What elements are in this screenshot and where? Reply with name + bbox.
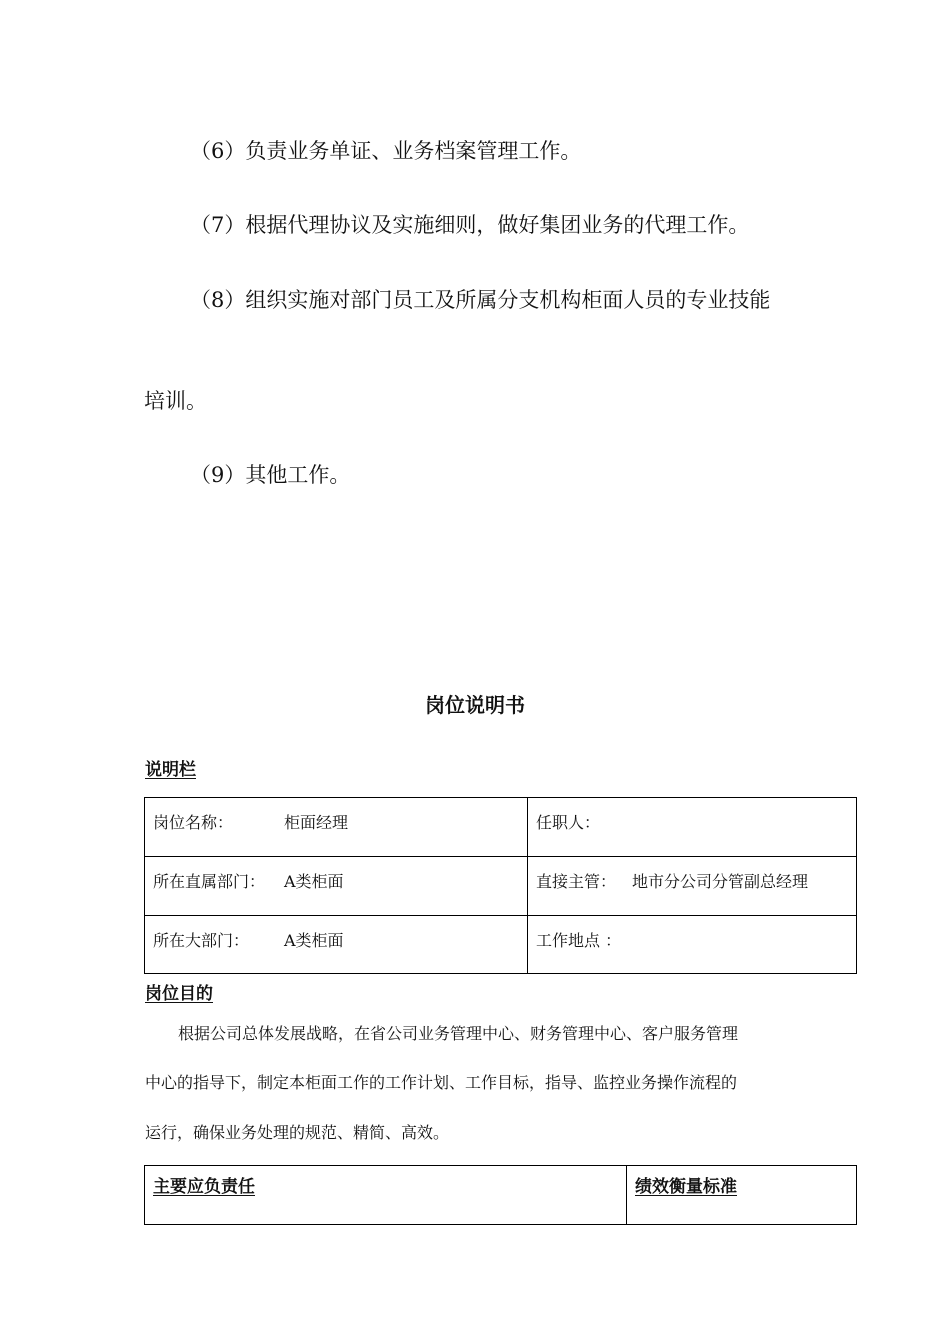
- paragraph-item-8: （8）组织实施对部门员工及所属分支机构柜面人员的专业技能: [190, 288, 771, 312]
- paragraph-item-9: （9）其他工作。: [190, 463, 351, 487]
- table-cell: [145, 916, 528, 974]
- position-name-label: 岗位名称：: [153, 813, 234, 832]
- direct-department-value: A类柜面: [284, 872, 344, 891]
- purpose-line-2: 中心的指导下，制定本柜面工作的工作计划、工作目标，指导、监控业务操作流程的: [145, 1073, 738, 1092]
- purpose-line-1: 根据公司总体发展战略，在省公司业务管理中心、财务管理中心、客户服务管理: [178, 1024, 739, 1043]
- section-heading-purpose: 岗位目的: [145, 984, 213, 1004]
- job-info-table: [144, 797, 857, 974]
- paragraph-item-6: （6）负责业务单证、业务档案管理工作。: [190, 139, 582, 163]
- main-responsibilities-header: 主要应负责任: [145, 1166, 627, 1225]
- table-cell: [528, 798, 857, 857]
- incumbent-label: 任职人：: [536, 813, 601, 832]
- direct-supervisor-label: 直接主管：: [536, 872, 617, 891]
- paragraph-item-7: （7）根据代理协议及实施细则，做好集团业务的代理工作。: [190, 213, 750, 237]
- position-name-value: 柜面经理: [284, 813, 349, 832]
- work-location-label: 工作地点 ：: [536, 931, 622, 950]
- main-department-label: 所在大部门：: [153, 931, 250, 950]
- page-title: 岗位说明书: [425, 693, 525, 717]
- section-heading-description: 说明栏: [145, 760, 196, 780]
- main-department-value: A类柜面: [284, 931, 344, 950]
- table-cell: [528, 857, 857, 916]
- performance-standard-header: 绩效衡量标准: [627, 1166, 857, 1225]
- purpose-line-3: 运行，确保业务处理的规范、精简、高效。: [145, 1123, 450, 1142]
- table-row: [145, 798, 857, 857]
- direct-supervisor-value: 地市分公司分管副总经理: [632, 872, 809, 891]
- table-cell: [145, 857, 528, 916]
- paragraph-item-8-continued: 培训。: [144, 389, 207, 413]
- table-row: [145, 916, 857, 974]
- table-row: [145, 857, 857, 916]
- direct-department-label: 所在直属部门：: [153, 872, 266, 891]
- table-cell: [145, 798, 528, 857]
- responsibility-table: [144, 1165, 857, 1225]
- table-cell: [528, 916, 857, 974]
- table-row: [145, 1166, 857, 1225]
